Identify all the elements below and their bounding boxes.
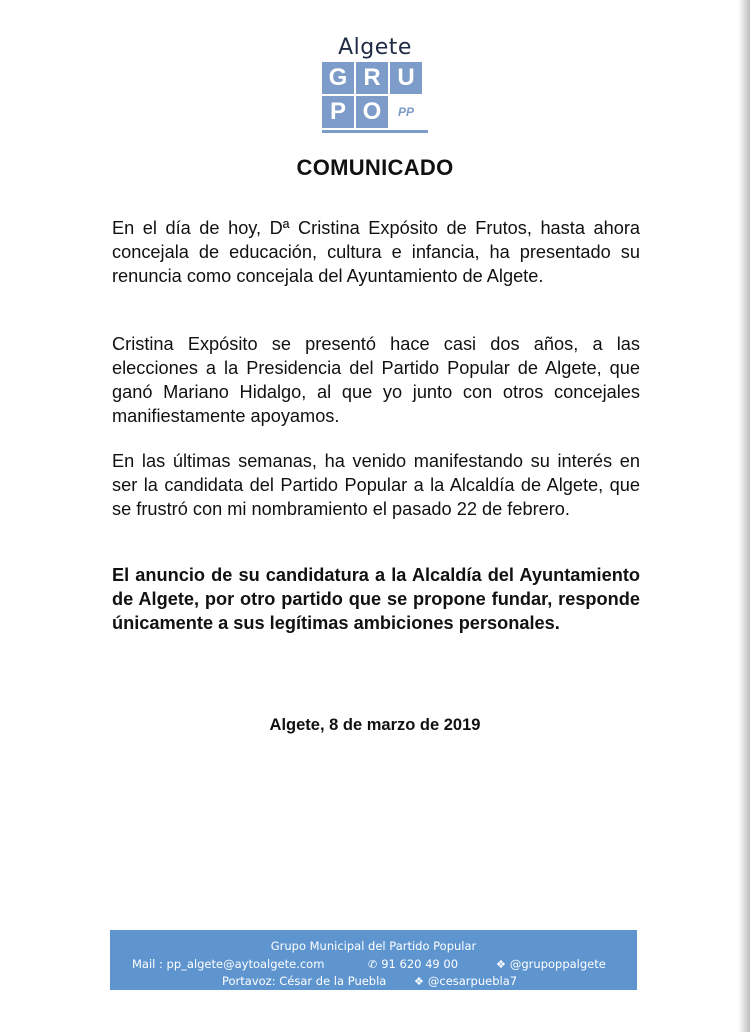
footer-twitter-handle: @grupoppalgete: [509, 957, 606, 971]
twitter-icon: ❖: [496, 958, 506, 971]
paragraph-3: En las últimas semanas, ha venido manifestando su interés en ser la candidata del Partido Popular a la Alcaldía de Algete, que se frustró con mi nombramiento el pasado 22 de febrero.: [112, 451, 640, 519]
footer-spokesperson: Portavoz: César de la Puebla: [222, 974, 387, 988]
footer-spokesperson-twitter: @cesarpuebla7: [427, 974, 518, 988]
footer-phone-group: [368, 956, 458, 973]
logo-tile: G: [322, 62, 354, 94]
footer-heading: Grupo Municipal del Partido Popular: [270, 939, 477, 953]
logo-baseline: [322, 130, 428, 133]
footer-mail: Mail : pp_algete@aytoalgete.com: [132, 957, 325, 971]
logo-word: Algete: [338, 35, 412, 60]
logo-row-1: [322, 62, 428, 94]
logo-tile: O: [356, 96, 388, 128]
logo-row-2: [322, 96, 428, 128]
paragraph-1: En el día de hoy, Dª Cristina Expósito de Frutos, hasta ahora concejala de educación, cultura e infancia, ha presentado su renuncia como concejala del Ayuntamiento de Algete.: [112, 218, 640, 286]
footer-line-2: [110, 956, 637, 972]
footer-line-3: [110, 973, 637, 989]
logo-tile: U: [390, 62, 422, 94]
paragraph-2: Cristina Expósito se presentó hace casi dos años, a las elecciones a la Presidencia del Partido Popular de Algete, que ganó Mariano Hidalgo, al que yo junto con otros concejales manifiestamente apoyamos.: [112, 334, 640, 426]
phone-icon: ✆: [368, 958, 378, 971]
logo-tile: R: [356, 62, 388, 94]
footer-spokesperson-twitter-group: [414, 973, 517, 990]
logo-tile: P: [322, 96, 354, 128]
place-and-date: Algete, 8 de marzo de 2019: [269, 716, 481, 734]
contact-footer: [110, 930, 637, 990]
pp-mark: PP: [397, 105, 414, 119]
twitter-icon: ❖: [414, 975, 424, 988]
footer-twitter-group: [496, 956, 606, 973]
footer-phone: 91 620 49 00: [381, 957, 459, 971]
document-title: COMUNICADO: [296, 155, 454, 180]
party-logo: [322, 34, 428, 133]
paragraph-4-bold: El anuncio de su candidatura a la Alcaldía del Ayuntamiento de Algete, por otro partido que se propone fundar, responde únicamente a sus legítimas ambiciones personales.: [112, 565, 640, 633]
